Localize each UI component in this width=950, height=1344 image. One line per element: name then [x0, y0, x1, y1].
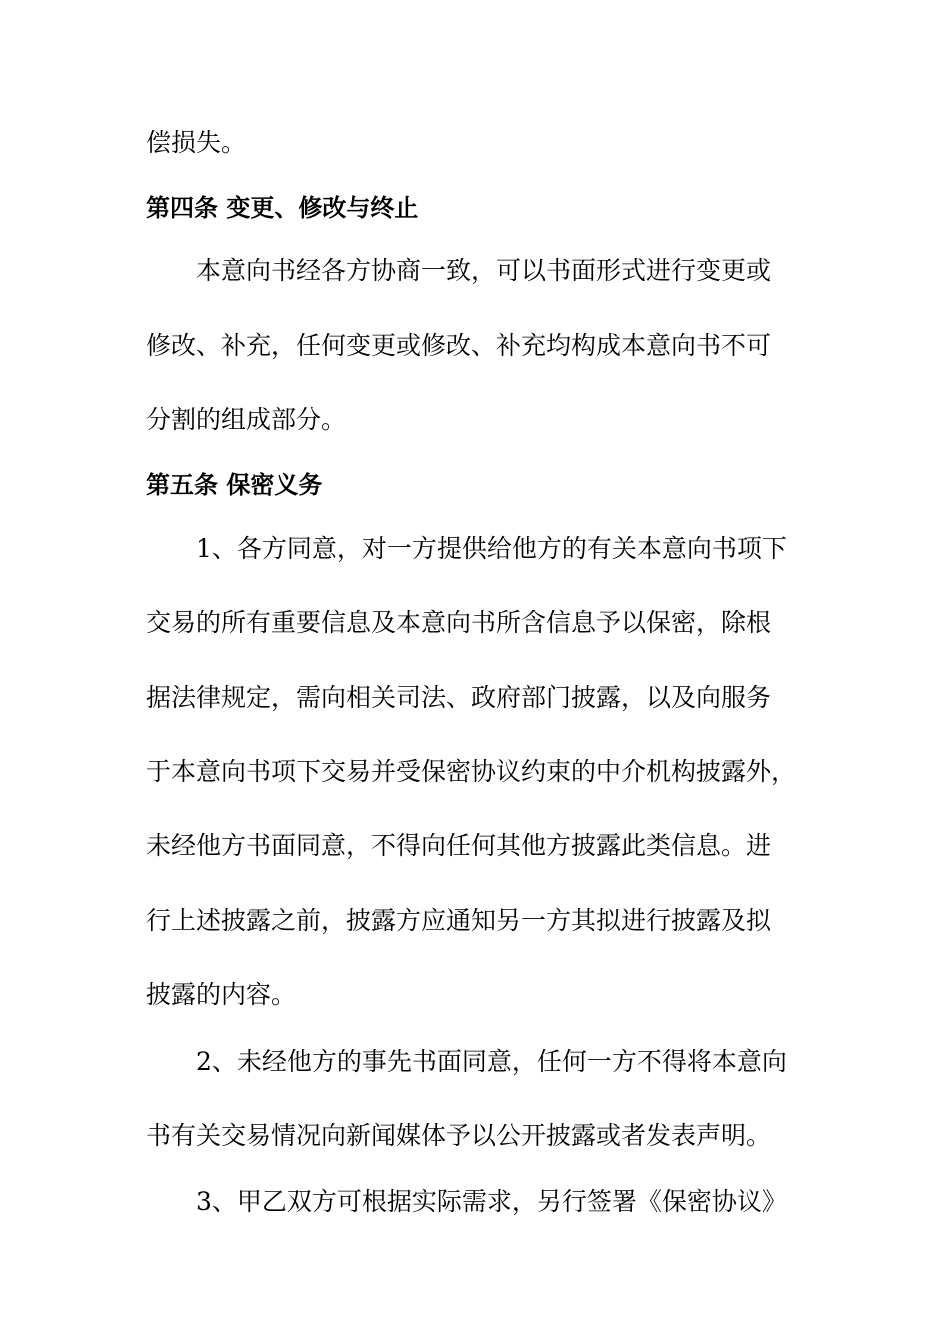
paragraph-line: 本意向书经各方协商一致，可以书面形式进行变更或	[196, 256, 772, 285]
paragraph-line: 修改、补充，任何变更或修改、补充均构成本意向书不可	[146, 331, 772, 360]
continuation-line-1: 偿损失。	[146, 128, 247, 157]
paragraph-line: 据法律规定，需向相关司法、政府部门披露，以及向服务	[146, 683, 772, 712]
paragraph-line: 3、甲乙双方可根据实际需求，另行签署《保密协议》	[196, 1187, 787, 1216]
paragraph-line: 书有关交易情况向新闻媒体予以公开披露或者发表声明。	[146, 1121, 772, 1150]
article-4-heading: 第四条 变更、修改与终止	[146, 194, 419, 222]
paragraph-line: 于本意向书项下交易并受保密协议约束的中介机构披露外，	[146, 757, 797, 786]
paragraph-line: 分割的组成部分。	[146, 405, 347, 434]
paragraph-line: 行上述披露之前，披露方应通知另一方其拟进行披露及拟	[146, 906, 772, 935]
paragraph-line: 未经他方书面同意，不得向任何其他方披露此类信息。进	[146, 831, 772, 860]
paragraph-line: 2、未经他方的事先书面同意，任何一方不得将本意向	[196, 1047, 787, 1076]
paragraph-line: 交易的所有重要信息及本意向书所含信息予以保密，除根	[146, 608, 772, 637]
paragraph-line: 1、各方同意，对一方提供给他方的有关本意向书项下	[196, 534, 787, 563]
paragraph-line: 披露的内容。	[146, 980, 297, 1009]
article-5-heading: 第五条 保密义务	[146, 471, 323, 499]
